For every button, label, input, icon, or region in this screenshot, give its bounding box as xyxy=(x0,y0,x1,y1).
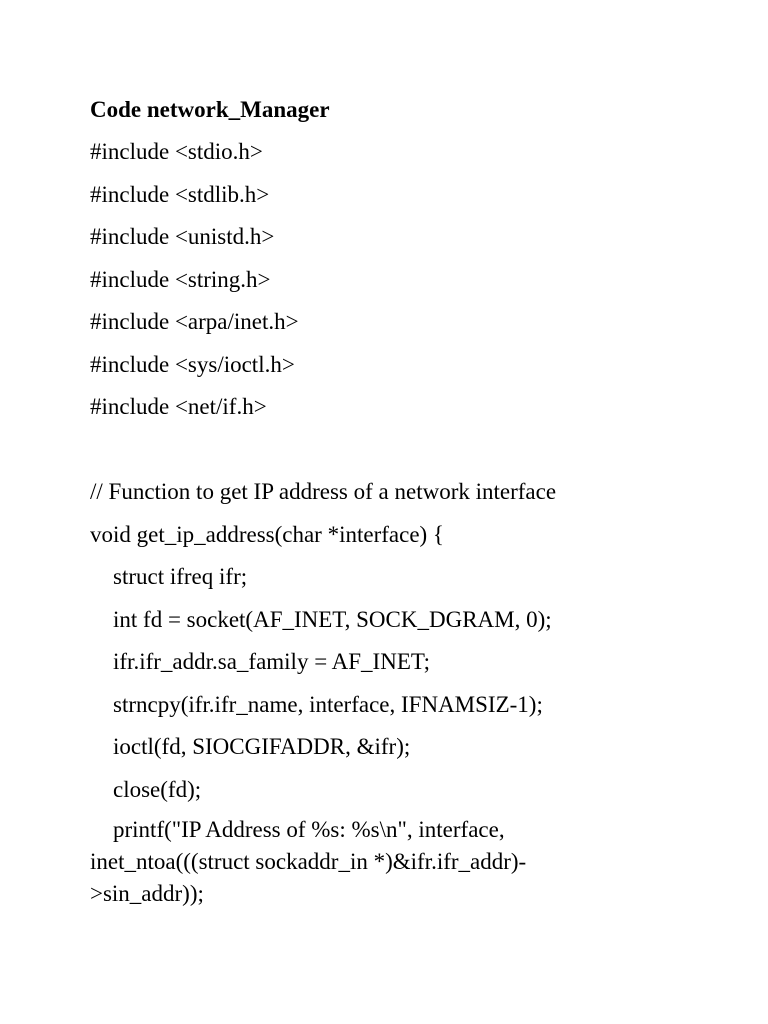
code-line: struct ifreq ifr; xyxy=(90,564,248,589)
code-line: #include <arpa/inet.h> xyxy=(90,309,299,334)
document-page xyxy=(90,92,690,917)
code-line: #include <string.h> xyxy=(90,266,271,292)
code-line: #include <unistd.h> xyxy=(90,224,275,249)
code-line: #include <net/if.h> xyxy=(90,394,267,419)
code-line: strncpy(ifr.ifr_name, interface, IFNAMSIZ-1); xyxy=(90,691,543,717)
code-block xyxy=(90,134,690,910)
code-line: int fd = socket(AF_INET, SOCK_DGRAM, 0); xyxy=(90,606,552,632)
code-line: ioctl(fd, SIOCGIFADDR, &ifr); xyxy=(90,734,411,759)
code-line: #include <stdlib.h> xyxy=(90,181,270,207)
code-line: void get_ip_address(char *interface) { xyxy=(90,521,444,547)
document-title: Code network_Manager xyxy=(90,97,330,122)
code-line: close(fd); xyxy=(90,776,202,802)
code-line: ifr.ifr_addr.sa_family = AF_INET; xyxy=(90,649,431,674)
code-line-printf: printf("IP Address of %s: %s\n", interface, inet_ntoa(((struct sockaddr_in *)&ifr.ifr_addr)->sin_addr)); xyxy=(90,817,527,906)
blank-line xyxy=(90,432,690,468)
code-line: #include <stdio.h> xyxy=(90,139,263,164)
code-line: #include <sys/ioctl.h> xyxy=(90,351,295,377)
code-comment: // Function to get IP address of a network interface xyxy=(90,479,557,504)
